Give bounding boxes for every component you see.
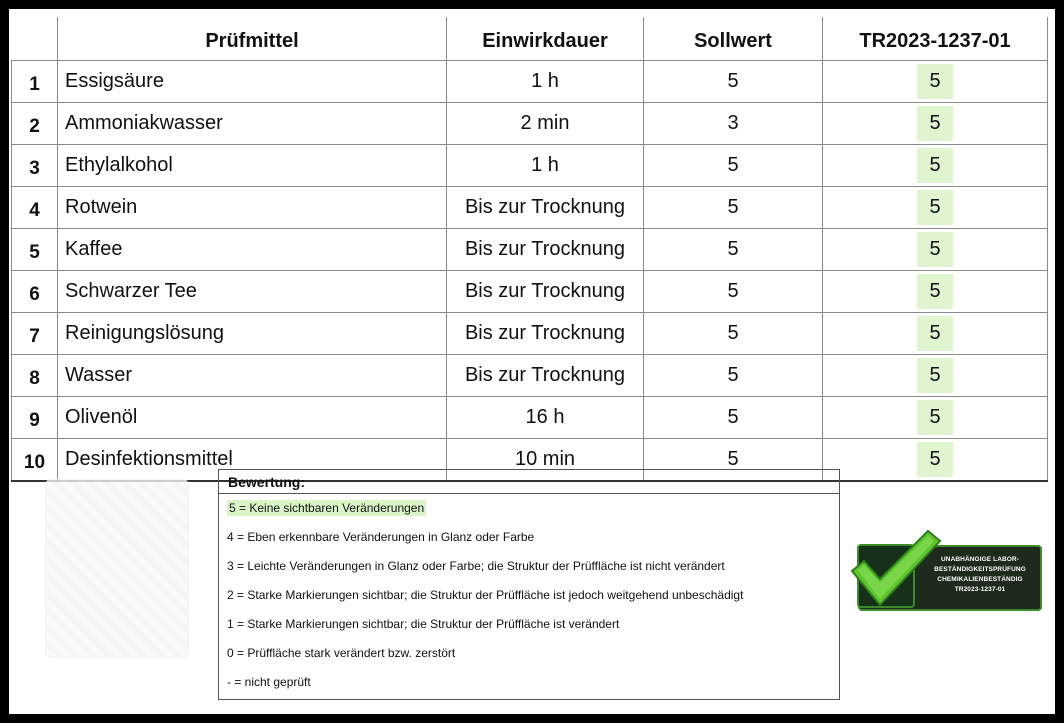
target-value-cell: 5 <box>644 355 823 397</box>
check-icon <box>850 523 950 613</box>
result-value: 5 <box>917 358 953 393</box>
result-value: 5 <box>917 148 953 183</box>
header-test-agent: Prüfmittel <box>58 17 447 61</box>
target-value-cell: 5 <box>644 397 823 439</box>
table-row <box>12 187 1048 229</box>
result-cell <box>823 439 1048 482</box>
test-agent-cell: Rotwein <box>58 187 447 229</box>
table-row <box>12 313 1048 355</box>
result-value: 5 <box>917 106 953 141</box>
exposure-time-cell: 1 h <box>447 61 644 103</box>
table-row <box>12 397 1048 439</box>
exposure-time-cell: Bis zur Trocknung <box>447 271 644 313</box>
table-header-row <box>12 17 1048 61</box>
rating-legend <box>218 469 840 700</box>
header-number <box>12 17 58 61</box>
result-cell <box>823 229 1048 271</box>
test-agent-cell: Essigsäure <box>58 61 447 103</box>
badge-line: TR2023-1237-01 <box>954 586 1006 593</box>
badge-line: BESTÄNDIGKEITSPRÜFUNG <box>934 566 1026 573</box>
row-number: 5 <box>12 229 58 271</box>
legend-item: 2 = Starke Markierungen sichtbar; die Struktur der Prüffläche ist jedoch weitgehend unbeschädigt <box>227 588 744 602</box>
legend-item: 5 = Keine sichtbaren Veränderungen <box>229 501 425 515</box>
badge-line: UNABHÄNGIGE LABOR- <box>941 556 1019 563</box>
legend-item: 3 = Leichte Veränderungen in Glanz oder Farbe; die Struktur der Prüffläche ist nicht verändert <box>227 559 725 573</box>
resistance-table <box>11 17 1048 482</box>
row-number: 9 <box>12 397 58 439</box>
target-value-cell: 5 <box>644 313 823 355</box>
legend-item: 1 = Starke Markierungen sichtbar; die Struktur der Prüffläche ist verändert <box>227 617 620 631</box>
target-value-cell: 5 <box>644 271 823 313</box>
result-cell <box>823 145 1048 187</box>
result-cell <box>823 61 1048 103</box>
table-row <box>12 229 1048 271</box>
test-agent-cell: Desinfektionsmittel <box>58 439 447 482</box>
result-cell <box>823 103 1048 145</box>
row-number: 4 <box>12 187 58 229</box>
header-exposure-time: Einwirkdauer <box>447 17 644 61</box>
test-agent-cell: Ethylalkohol <box>58 145 447 187</box>
row-number: 6 <box>12 271 58 313</box>
result-cell <box>823 271 1048 313</box>
header-target-value: Sollwert <box>644 17 823 61</box>
result-value: 5 <box>917 190 953 225</box>
result-value: 5 <box>917 64 953 99</box>
exposure-time-cell: 1 h <box>447 145 644 187</box>
result-cell <box>823 313 1048 355</box>
table-row <box>12 103 1048 145</box>
row-number: 10 <box>12 439 58 482</box>
header-report-id: TR2023-1237-01 <box>823 17 1048 61</box>
legend-title: Bewertung: <box>219 470 839 494</box>
target-value-cell: 5 <box>644 145 823 187</box>
table-row <box>12 271 1048 313</box>
target-value-cell: 5 <box>644 229 823 271</box>
result-value: 5 <box>917 274 953 309</box>
test-agent-cell: Kaffee <box>58 229 447 271</box>
row-number: 2 <box>12 103 58 145</box>
exposure-time-cell: Bis zur Trocknung <box>447 355 644 397</box>
exposure-time-cell: Bis zur Trocknung <box>447 229 644 271</box>
exposure-time-cell: Bis zur Trocknung <box>447 313 644 355</box>
table-row <box>12 355 1048 397</box>
test-agent-cell: Schwarzer Tee <box>58 271 447 313</box>
result-value: 5 <box>917 316 953 351</box>
certification-badge <box>850 523 1040 613</box>
exposure-time-cell: 2 min <box>447 103 644 145</box>
result-cell <box>823 355 1048 397</box>
row-number: 8 <box>12 355 58 397</box>
result-value: 5 <box>917 442 953 477</box>
result-value: 5 <box>917 232 953 267</box>
legend-item: 4 = Eben erkennbare Veränderungen in Glanz oder Farbe <box>227 530 535 544</box>
target-value-cell: 3 <box>644 103 823 145</box>
table-row <box>12 61 1048 103</box>
test-agent-cell: Reinigungslösung <box>58 313 447 355</box>
test-report-page <box>9 9 1055 714</box>
test-agent-cell: Wasser <box>58 355 447 397</box>
result-cell <box>823 397 1048 439</box>
target-value-cell: 5 <box>644 439 823 482</box>
badge-line: CHEMIKALIENBESTÄNDIG <box>937 576 1023 583</box>
exposure-time-cell: 16 h <box>447 397 644 439</box>
result-value: 5 <box>917 400 953 435</box>
test-agent-cell: Olivenöl <box>58 397 447 439</box>
faint-stamp-graphic <box>45 479 189 658</box>
row-number: 7 <box>12 313 58 355</box>
legend-list <box>219 494 839 697</box>
target-value-cell: 5 <box>644 61 823 103</box>
target-value-cell: 5 <box>644 187 823 229</box>
exposure-time-cell: Bis zur Trocknung <box>447 187 644 229</box>
legend-item: 0 = Prüffläche stark verändert bzw. zerstört <box>227 646 456 660</box>
row-number: 3 <box>12 145 58 187</box>
legend-item: - = nicht geprüft <box>227 675 311 689</box>
exposure-time-cell: 10 min <box>447 439 644 482</box>
table-row <box>12 145 1048 187</box>
row-number: 1 <box>12 61 58 103</box>
test-agent-cell: Ammoniakwasser <box>58 103 447 145</box>
result-cell <box>823 187 1048 229</box>
